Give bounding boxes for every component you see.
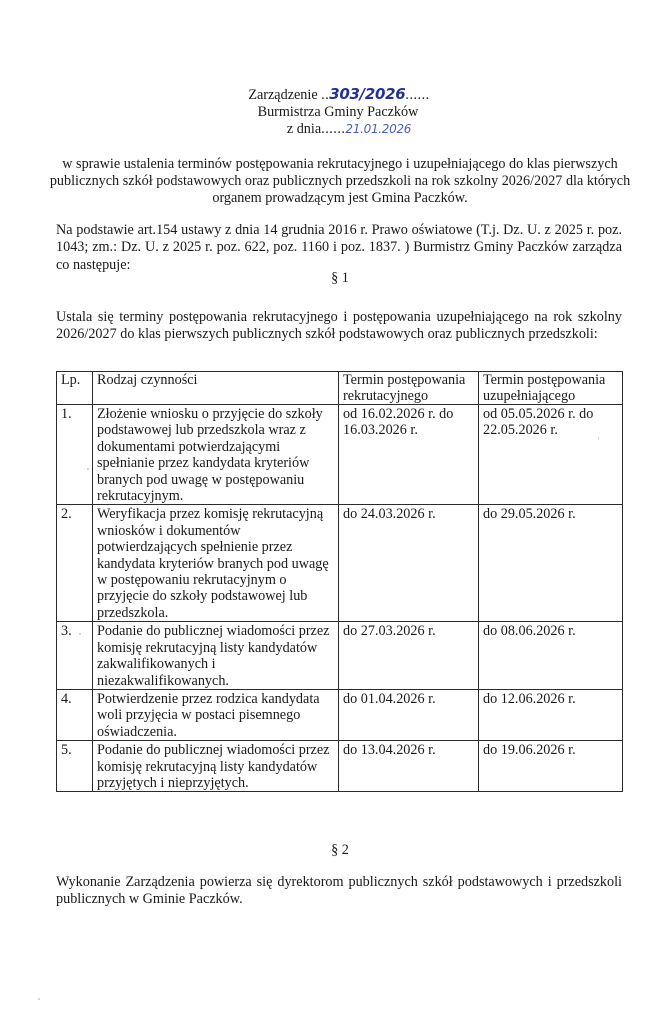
header-recruitment-term: Termin postępowania rekrutacyjnego xyxy=(339,372,479,405)
section-1-intro: Ustala się terminy postępowania rekrutacyjnego i postępowania uzupełniającego na rok szkolny 2026/2027 do klas pierwszych publicznych szkół podstawowych oraz publicznych przedszkoli: xyxy=(56,309,622,343)
row-number: 5. xyxy=(57,741,93,792)
date-line xyxy=(0,121,668,138)
section-2-heading: § 2 xyxy=(331,842,349,858)
scan-speck xyxy=(87,468,89,470)
activity-description: Podanie do publicznej wiadomości przez komisję rekrutacyjną listy kandydatów zakwalifikowanych i niezakwalifikowanych. xyxy=(93,622,339,690)
header-lp: Lp. xyxy=(57,372,93,405)
scan-speck xyxy=(79,633,81,635)
ordinance-title-line xyxy=(0,86,668,104)
recruitment-term: do 13.04.2026 r. xyxy=(339,741,479,792)
header-activity: Rodzaj czynności xyxy=(93,372,339,405)
issuer: Burmistrza Gminy Paczków xyxy=(257,104,419,120)
section-2-text: Wykonanie Zarządzenia powierza się dyrektorom publicznych szkół podstawowych i przedszkoli publicznych w Gminie Paczków. xyxy=(56,874,622,908)
row-number: 2. xyxy=(57,505,93,622)
row-number: 4. xyxy=(57,689,93,740)
row-number: 1. xyxy=(57,405,93,505)
title-dots: .. xyxy=(321,87,330,103)
title-dots-after: ...... xyxy=(405,87,430,103)
recruitment-term: od 16.02.2026 r. do 16.03.2026 r. xyxy=(339,405,479,505)
ordinance-subject: w sprawie ustalenia terminów postępowania rekrutacyjnego i uzupełniającego do klas pierwszych publicznych szkół podstawowych oraz publicznych przedszkoli na rok szkolny 2026/2027 dla których organem prowadzącym jest Gmina Paczków. xyxy=(49,156,631,207)
scan-speck xyxy=(598,437,599,440)
supplementary-term: do 12.06.2026 r. xyxy=(479,689,623,740)
recruitment-schedule-table xyxy=(56,371,623,792)
document-header xyxy=(0,86,668,138)
date-prefix: z dnia xyxy=(286,121,322,137)
activity-description: Potwierdzenie przez rodzica kandydata woli przyjęcia w postaci pisemnego oświadczenia. xyxy=(93,689,339,740)
activity-description: Złożenie wniosku o przyjęcie do szkoły podstawowej lub przedszkola wraz z dokumentami potwierdzającymi spełnianie przez kandydata kryteriów branych pod uwagę w postępowaniu rekrutacyjnym. xyxy=(93,405,339,505)
scan-speck xyxy=(38,998,40,1000)
handwritten-date: 21.01.2026 xyxy=(345,122,412,136)
table-row xyxy=(57,689,623,740)
supplementary-term: do 19.06.2026 r. xyxy=(479,741,623,792)
handwritten-ordinance-number: 303/2026 xyxy=(329,85,406,103)
table-row xyxy=(57,405,623,505)
header-supplementary-term: Termin postępowania uzupełniającego xyxy=(479,372,623,405)
activity-description: Podanie do publicznej wiadomości przez komisję rekrutacyjną listy kandydatów przyjętych i nieprzyjętych. xyxy=(93,741,339,792)
activity-description: Weryfikacja przez komisję rekrutacyjną wniosków i dokumentów potwierdzających spełnienie przez kandydata kryteriów branych pod uwagę w postępowaniu rekrutacyjnym o przyjęcie do szkoły podstawowej lub przedszkola. xyxy=(93,505,339,622)
row-number: 3. xyxy=(57,622,93,690)
recruitment-term: do 01.04.2026 r. xyxy=(339,689,479,740)
table-row xyxy=(57,741,623,792)
recruitment-term: do 27.03.2026 r. xyxy=(339,622,479,690)
table-row xyxy=(57,622,623,690)
section-1-heading: § 1 xyxy=(331,270,349,286)
recruitment-term: do 24.03.2026 r. xyxy=(339,505,479,622)
table-header-row xyxy=(57,372,623,405)
legal-basis-paragraph: Na podstawie art.154 ustawy z dnia 14 grudnia 2016 r. Prawo oświatowe (T.j. Dz. U. z 2025 r. poz. 1043; zm.: Dz. U. z 2025 r. poz. 622, poz. 1160 i poz. 1837. ) Burmistrz Gminy Paczków zarządza co następuje: xyxy=(56,222,622,273)
supplementary-term: od 05.05.2026 r. do 22.05.2026 r. xyxy=(479,405,623,505)
date-dots: ...... xyxy=(321,121,346,137)
supplementary-term: do 29.05.2026 r. xyxy=(479,505,623,622)
supplementary-term: do 08.06.2026 r. xyxy=(479,622,623,690)
ordinance-title: Zarządzenie xyxy=(248,87,318,103)
table-row xyxy=(57,505,623,622)
